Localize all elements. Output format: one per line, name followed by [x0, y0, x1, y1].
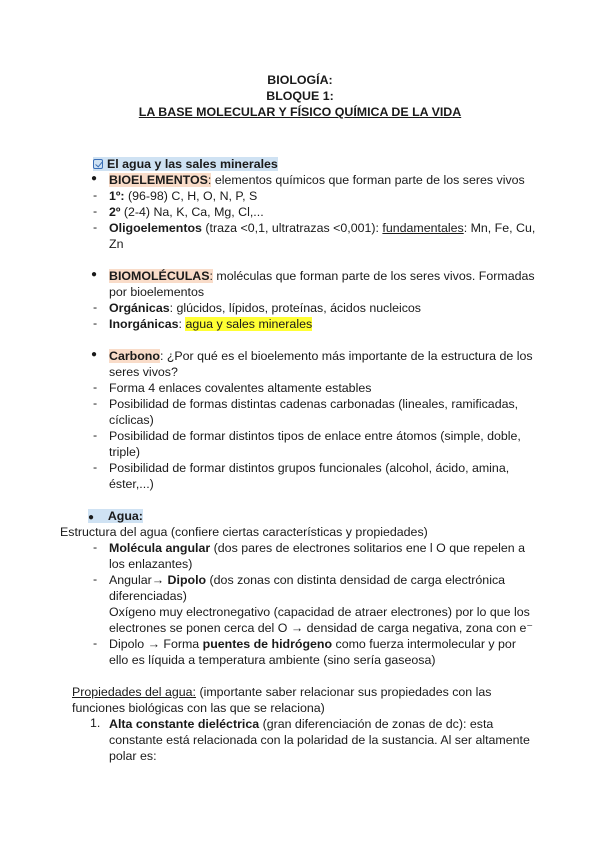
- molecula-text: (dos pares de electrones solitarios ene l O que repelen a: [210, 541, 525, 555]
- doc-title-line2: BLOQUE 1:: [266, 89, 334, 103]
- propiedad-1-term: Alta constante dieléctrica: [109, 717, 260, 731]
- propiedades-title: Propiedades del agua:: [72, 685, 197, 699]
- puentes-term: puentes de hidrógeno: [202, 637, 333, 651]
- dash-bullet: -: [93, 188, 98, 202]
- molecula-line-2: los enlazantes): [109, 557, 193, 571]
- angular-line-2: diferenciadas): [109, 589, 187, 603]
- dash-bullet: -: [93, 540, 98, 554]
- doc-title-line3: LA BASE MOLECULAR Y FÍSICO QUÍMICA DE LA VIDA: [138, 105, 462, 119]
- dash-bullet: -: [93, 204, 98, 218]
- secundarios-term: 2º: [109, 205, 121, 219]
- doc-title-line1: BIOLOGÍA:: [267, 73, 333, 87]
- dash-bullet: -: [93, 300, 98, 314]
- oligo-line: [109, 220, 535, 236]
- propiedad-1-line-2: constante está relacionada con la polaridad de la sustancia. Al ser altamente: [109, 733, 530, 747]
- inorganicas-line: [109, 316, 312, 332]
- organicas-term: Orgánicas: [109, 301, 170, 315]
- dash-bullet: -: [93, 460, 98, 474]
- primarios-line: [109, 188, 257, 204]
- list-number: 1.: [90, 716, 101, 730]
- dash-bullet: -: [93, 380, 98, 394]
- primarios-term: 1º:: [109, 189, 125, 203]
- agua-highlight: [88, 509, 143, 523]
- angular-text: (dos zonas con distinta densidad de carga electrónica: [206, 573, 506, 587]
- carbono-desc: : ¿Por qué es el bioelemento más importante de la estructura de los: [159, 349, 533, 363]
- propiedad-1-line: [109, 716, 493, 732]
- inorganicas-text: agua y sales minerales: [185, 317, 313, 331]
- bioelementos-desc: elementos químicos que forman parte de los seres vivos: [211, 173, 525, 187]
- oligo-term: Oligoelementos: [109, 221, 202, 235]
- oxigeno-line-2: electrones se ponen cerca del O → densidad de carga negativa, zona con e⁻: [109, 621, 533, 635]
- bioelementos-line: [109, 172, 525, 188]
- dipolo-line: [109, 636, 516, 652]
- dash-bullet: -: [93, 316, 98, 330]
- oxigeno-line: Oxígeno muy electronegativo (capacidad de atraer electrones) por lo que los: [109, 605, 530, 619]
- secundarios-text: (2-4) Na, K, Ca, Mg, Cl,...: [120, 205, 264, 219]
- bullet-dot-icon: ●: [91, 349, 98, 360]
- biomoleculas-term: BIOMOLÉCULAS: [109, 269, 210, 283]
- carbono-item-cont: éster,...): [109, 477, 154, 491]
- carbono-line: [109, 348, 533, 364]
- bioelementos-term: BIOELEMENTOS: [109, 173, 208, 187]
- dipolo-text: como fuerza intermolecular y por: [332, 637, 516, 651]
- molecula-term: Molécula angular: [109, 541, 211, 555]
- dipolo-pre: Dipolo → Forma: [109, 637, 203, 651]
- propiedad-1-line-3: polar es:: [109, 749, 157, 763]
- section-title: [93, 156, 278, 172]
- molecula-line: [109, 540, 525, 556]
- colon: :: [178, 317, 186, 331]
- secundarios-line: [109, 204, 264, 220]
- dash-bullet: -: [93, 572, 98, 586]
- angular-pre: Angular→: [109, 573, 168, 587]
- dash-bullet: -: [93, 636, 98, 650]
- oligo-text: (traza <0,1, ultratrazas <0,001):: [201, 221, 383, 235]
- bullet-dot-icon: ●: [88, 512, 95, 523]
- biomoleculas-line: [109, 268, 535, 284]
- carbono-line-2: seres vivos?: [109, 365, 178, 379]
- propiedades-desc: (importante saber relacionar sus propiedades con las: [196, 685, 492, 699]
- dash-bullet: -: [93, 428, 98, 442]
- propiedad-1-text: (gran diferenciación de zonas de dc): esta: [259, 717, 494, 731]
- organicas-text: : glúcidos, lípidos, proteínas, ácidos nucleicos: [169, 301, 422, 315]
- dash-bullet: -: [93, 220, 98, 234]
- dipolo-term: Dipolo: [167, 573, 207, 587]
- checkbox-icon: [93, 159, 103, 169]
- carbono-item-cont: triple): [109, 445, 140, 459]
- oligo-fundamentales: fundamentales: [382, 221, 464, 235]
- organicas-line: [109, 300, 421, 316]
- oligo-line-2: Zn: [109, 237, 124, 251]
- agua-term: Agua:: [107, 509, 143, 523]
- carbono-item: Posibilidad de formar distintos tipos de enlace entre átomos (simple, doble,: [109, 429, 521, 443]
- section-title-highlight: El agua y las sales minerales: [93, 157, 278, 171]
- carbono-item: Posibilidad de formas distintas cadenas carbonadas (lineales, ramificadas,: [109, 397, 519, 411]
- carbono-item: Forma 4 enlaces covalentes altamente estables: [109, 381, 372, 395]
- angular-line: [109, 572, 505, 588]
- biomoleculas-desc: moléculas que forman parte de los seres vivos. Formadas: [212, 269, 535, 283]
- colon: :: [207, 173, 212, 187]
- estructura-line: Estructura del agua (confiere ciertas características y propiedades): [60, 525, 428, 539]
- primarios-text: (96-98) C, H, O, N, P, S: [124, 189, 258, 203]
- propiedades-line-2: funciones biológicas con las que se relaciona): [72, 701, 325, 715]
- colon: :: [209, 269, 213, 283]
- dipolo-line-2: ello es líquida a temperatura ambiente (sino sería gaseosa): [109, 653, 436, 667]
- propiedades-line: [72, 684, 492, 700]
- carbono-item-cont: cíclicas): [109, 413, 154, 427]
- dash-bullet: -: [93, 396, 98, 410]
- bullet-dot-icon: ●: [91, 269, 98, 280]
- oligo-rest: : Mn, Fe, Cu,: [463, 221, 536, 235]
- inorganicas-term: Inorgánicas: [109, 317, 179, 331]
- carbono-term: Carbono: [109, 349, 160, 363]
- biomoleculas-line-2: por bioelementos: [109, 285, 205, 299]
- bullet-dot-icon: ●: [91, 173, 98, 184]
- carbono-item: Posibilidad de formar distintos grupos funcionales (alcohol, ácido, amina,: [109, 461, 510, 475]
